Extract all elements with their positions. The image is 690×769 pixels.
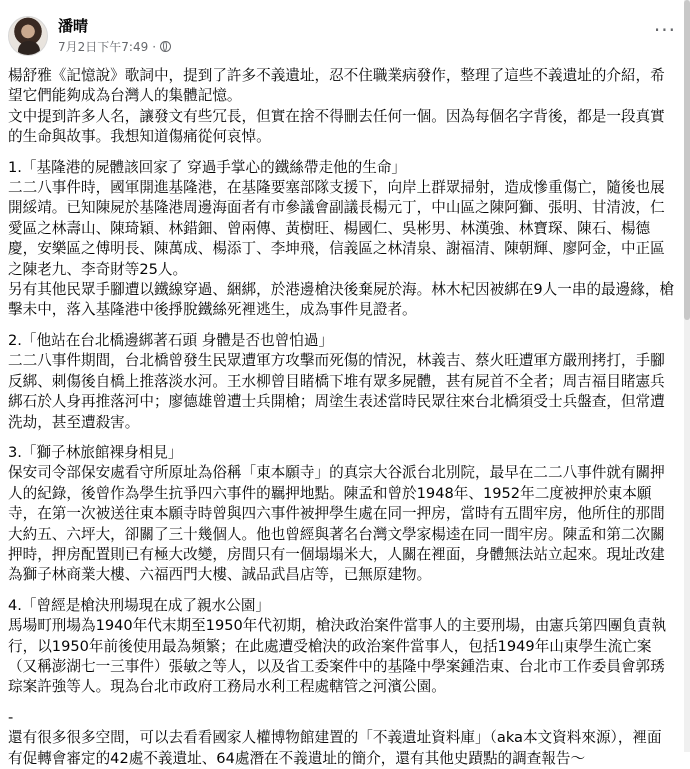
section-2-paragraph-1: 二二八事件期間，台北橋曾發生民眾遭軍方攻擊而死傷的情況，林義吉、蔡火旺遭軍方嚴刑拷打，手腳反綁、刺傷後自橋上推落淡水河。王水柳曾目睹橋下堆有眾多屍體，甚有屍首不全者；周吉福目睹憲兵綁石於人身再推落河中；廖德雄曾遭士兵開槍；周塗生表述當時民眾往來台北橋須受士兵盤查，但常遭洗劫，甚至遭殺害。 [8, 352, 665, 431]
post-body [0, 62, 690, 769]
section-1-title: 1.「基隆港的屍體該回家了 穿過手掌心的鐵絲帶走他的生命」 [8, 158, 407, 176]
avatar[interactable] [8, 16, 48, 56]
scrollbar[interactable] [684, 0, 690, 752]
meta-separator: · [152, 39, 157, 54]
post-meta [58, 38, 171, 55]
section-4-paragraph-1: 馬場町刑場為1940年代末期至1950年代初期，槍決政治案件當事人的主要刑場，由憲兵第四團負責執行，以1950年前後使用最為頻繁；在此處遭受槍決的政治案件當事人，包括1949年山東學生流亡案（又稱澎湖七一三事件）張敏之等人，以及省工委案件中的基隆中學案鍾浩東、台北市工作委員會郭琇琮案許強等人。現為台北市政府工務局水利工程處轄管之河濱公園。 [8, 617, 667, 696]
section-4-title: 4.「曾經是槍決刑場現在成了親水公園」 [8, 596, 271, 614]
author-name[interactable]: 潘晴 [58, 17, 89, 35]
section-2-title: 2.「他站在台北橋邊綁著石頭 身體是否也曾怕過」 [8, 331, 334, 349]
scrollbar-thumb[interactable] [684, 0, 690, 320]
post-timestamp[interactable]: 7月2日下午7:49 [58, 40, 149, 54]
intro-paragraph-2: 文中提到許多人名，讓發文有些冗長，但實在捨不得刪去任何一個。因為每個名字背後，都是一段真實的生命與故事。我想知道傷痛從何哀悼。 [8, 107, 665, 146]
section-3-paragraph-1: 保安司令部保安處看守所原址為俗稱「東本願寺」的真宗大谷派台北別院，最早在二二八事件就有關押人的紀錄，後曾作為學生抗爭四六事件的羈押地點。陳孟和曾於1948年、1952年二度被押於東本願寺，在第一次被送往東本願寺時曾與四六事件被押學生處在同一押房，當時有五間牢房，他所住的那間大約五、六坪大，卻關了三十幾個人。他也曾經與著名台灣文學家楊逵在同一間牢房。陳孟和第二次關押時，押房配置則已有極大改變，房間只有一個塌塌米大，人關在裡面，身體無法站立起來。現址改建為獅子林商業大樓、六福西門大樓、誠品武昌店等，已無原建物。 [8, 464, 665, 584]
section-1-paragraph-1: 二二八事件時，國軍開進基隆港，在基隆要塞部隊支援下，向岸上群眾掃射，造成慘重傷亡，隨後也展開綏靖。已知陳屍於基隆港周邊海面者有市參議會副議長楊元丁，中山區之陳阿獅、張明、甘清波，仁愛區之林壽山、陳琦穎、林錯鈿、曾兩傳、黃樹旺、楊國仁、吳彬男、林漢強、林寶琛、陳石、楊德慶，安樂區之傅明長、陳萬成、楊添丁、李坤飛，信義區之林清泉、謝福清、陳朝輝、廖阿金，中正區之陳老九、李奇財等25人。 [8, 179, 665, 278]
intro-paragraph-1: 楊舒雅《記憶說》歌詞中，提到了許多不義遺址，忍不住職業病發作，整理了這些不義遺址的介紹，希望它們能夠成為台灣人的集體記憶。 [8, 67, 665, 105]
globe-icon[interactable] [160, 41, 171, 52]
post-header [0, 12, 690, 62]
closing-paragraph: 還有很多很多空間，可以去看看國家人權博物館建置的「不義遺址資料庫」（aka本文資料來源），裡面有促轉會審定的42處不義遺址、64處潛在不義遺址的簡介，還有其他史蹟點的調查報告～ [8, 729, 662, 767]
more-options-button[interactable]: ··· [653, 18, 676, 42]
section-1-paragraph-2: 另有其他民眾手腳遭以鐵線穿過、綑綁，於港邊槍決後棄屍於海。林木杞因被綁在9人一串的最邊緣，槍擊未中，落入基隆港中後掙脫鐵絲死裡逃生，成為事件見證者。 [8, 281, 675, 319]
dash-separator: - [8, 708, 14, 726]
section-3-title: 3.「獅子林旅館裸身相見」 [8, 443, 183, 461]
